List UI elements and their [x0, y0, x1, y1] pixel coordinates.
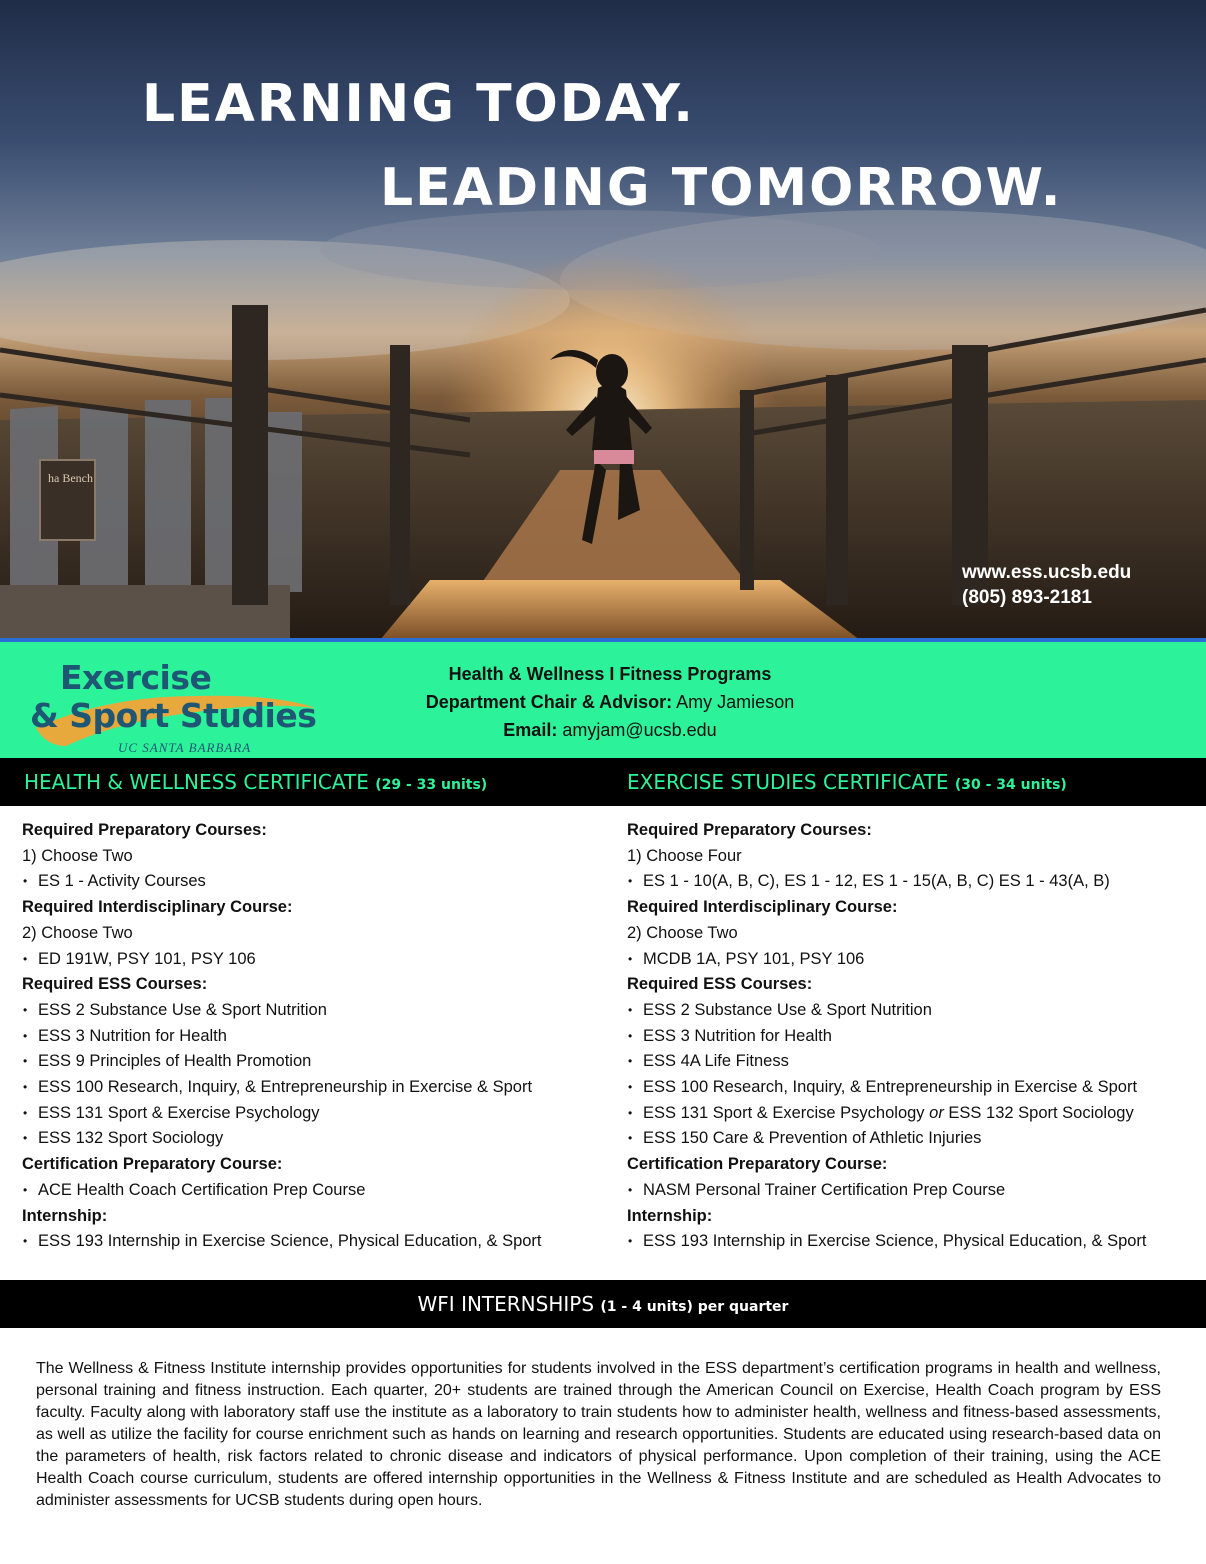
chair-label: Department Chair & Advisor:: [425, 692, 673, 712]
certificate-header-bar: [0, 758, 1206, 806]
exercise-studies-course-list: [627, 818, 1202, 1255]
list-item: • ACE Health Coach Certification Prep Course: [22, 1178, 602, 1204]
choose-text: 2) Choose Two: [22, 923, 133, 942]
list-item: • ED 191W, PSY 101, PSY 106: [22, 947, 602, 973]
list-item: • ESS 3 Nutrition for Health: [22, 1024, 602, 1050]
section-heading: Certification Preparatory Course:: [22, 1155, 283, 1174]
list-item: • ESS 193 Internship in Exercise Science, Physical Education, & Sport: [627, 1229, 1202, 1255]
section-heading: Required Preparatory Courses:: [22, 821, 267, 839]
wfi-description: The Wellness & Fitness Institute internship provides opportunities for students involved in the ESS department’s certification programs in health and wellness, personal training and fitness instruction. Each quarter, 20+ students are trained through the American Council on Exercise, Health Coach program by ESS faculty. Faculty along with laboratory staff use the institute as a laboratory to train students how to administer health, wellness and fitness-based assessments, as well as utilize the facility for course enrichment such as hands on learning and research opportunities. Students are educated using research-based data on the parameters of health, risk factors related to chronic disease and indicators of physical performance. Upon completion of their training, using the ACE Health Coach course curriculum, students are offered internship opportunities in the Wellness & Fitness Institute and are scheduled as Health Advocates to administer assessments for UCSB students during open hours.: [36, 1360, 1161, 1509]
list-item: [627, 1101, 1202, 1127]
section-heading: Required Preparatory Courses:: [627, 821, 872, 839]
section-heading: Internship:: [22, 1206, 108, 1225]
list-item: • ES 1 - Activity Courses: [22, 869, 602, 895]
section-heading: Required ESS Courses:: [22, 975, 208, 994]
or-text: or: [929, 1103, 944, 1122]
contact-block: [962, 560, 1131, 610]
ess-logo: [26, 656, 326, 755]
list-item: • NASM Personal Trainer Certification Prep Course: [627, 1178, 1202, 1204]
hero-photo: [0, 0, 1206, 640]
list-item: • ESS 150 Care & Prevention of Athletic Injuries: [627, 1126, 1202, 1152]
choose-text: 2) Choose Two: [627, 923, 738, 942]
ess-132-alt-text: ESS 132 Sport Sociology: [948, 1103, 1134, 1122]
email-link[interactable]: amyjam@ucsb.edu: [562, 720, 717, 740]
list-item: • ESS 100 Research, Inquiry, & Entrepreneurship in Exercise & Sport: [22, 1075, 602, 1101]
headline-line2: LEADING TOMORROW.: [380, 158, 1063, 218]
list-item: • ESS 131 Sport & Exercise Psychology: [22, 1101, 602, 1127]
section-heading: Required Interdisciplinary Course:: [22, 898, 293, 917]
program-info: [380, 660, 840, 744]
list-item: • ESS 193 Internship in Exercise Science, Physical Education, & Sport: [22, 1229, 602, 1255]
info-bar: [0, 642, 1206, 758]
wfi-title-text: WFI INTERNSHIPS: [417, 1292, 595, 1316]
section-heading: Required Interdisciplinary Course:: [627, 898, 898, 917]
email-label: Email:: [503, 720, 558, 740]
cert-left-title: HEALTH & WELLNESS CERTIFICATE: [24, 770, 369, 794]
chair-name: Amy Jamieson: [676, 692, 795, 712]
logo-line2: & Sport Studies: [30, 696, 317, 735]
section-heading: Internship:: [627, 1206, 713, 1225]
website-link[interactable]: www.ess.ucsb.edu: [962, 562, 1132, 583]
health-wellness-certificate-title: [24, 770, 487, 794]
section-heading: Certification Preparatory Course:: [627, 1155, 888, 1174]
ess-131-text: ESS 131 Sport & Exercise Psychology: [643, 1103, 925, 1122]
list-item: • ESS 2 Substance Use & Sport Nutrition: [22, 998, 602, 1024]
cert-right-title: EXERCISE STUDIES CERTIFICATE: [627, 770, 949, 794]
logo-line1: Exercise: [60, 658, 212, 697]
list-item: • ES 1 - 10(A, B, C), ES 1 - 12, ES 1 - 15(A, B, C) ES 1 - 43(A, B): [627, 869, 1202, 895]
list-item: • ESS 3 Nutrition for Health: [627, 1024, 1202, 1050]
list-item: • ESS 100 Research, Inquiry, & Entrepreneurship in Exercise & Sport: [627, 1075, 1202, 1101]
exercise-studies-certificate-title: [627, 770, 1067, 794]
phone-number: (805) 893-2181: [962, 587, 1092, 608]
list-item: • ESS 132 Sport Sociology: [22, 1126, 602, 1152]
bench-sign: ha Bench: [48, 471, 93, 485]
programs-label: Health & Wellness I Fitness Programs: [448, 664, 772, 684]
list-item: • ESS 9 Principles of Health Promotion: [22, 1049, 602, 1075]
logo-subline: UC SANTA BARBARA: [118, 740, 252, 755]
list-item: • MCDB 1A, PSY 101, PSY 106: [627, 947, 1202, 973]
section-heading: Required ESS Courses:: [627, 975, 813, 994]
headline-line1: LEARNING TODAY.: [142, 74, 696, 134]
wfi-header-bar: [0, 1280, 1206, 1328]
wfi-title: [418, 1292, 789, 1316]
cert-right-units: (30 - 34 units): [954, 777, 1067, 793]
list-item: • ESS 4A Life Fitness: [627, 1049, 1202, 1075]
choose-text: 1) Choose Four: [627, 846, 742, 865]
choose-text: 1) Choose Two: [22, 846, 133, 865]
cert-left-units: (29 - 33 units): [375, 777, 488, 793]
health-wellness-course-list: [22, 818, 602, 1255]
list-item: • ESS 2 Substance Use & Sport Nutrition: [627, 998, 1202, 1024]
wfi-units: (1 - 4 units) per quarter: [600, 1299, 789, 1315]
